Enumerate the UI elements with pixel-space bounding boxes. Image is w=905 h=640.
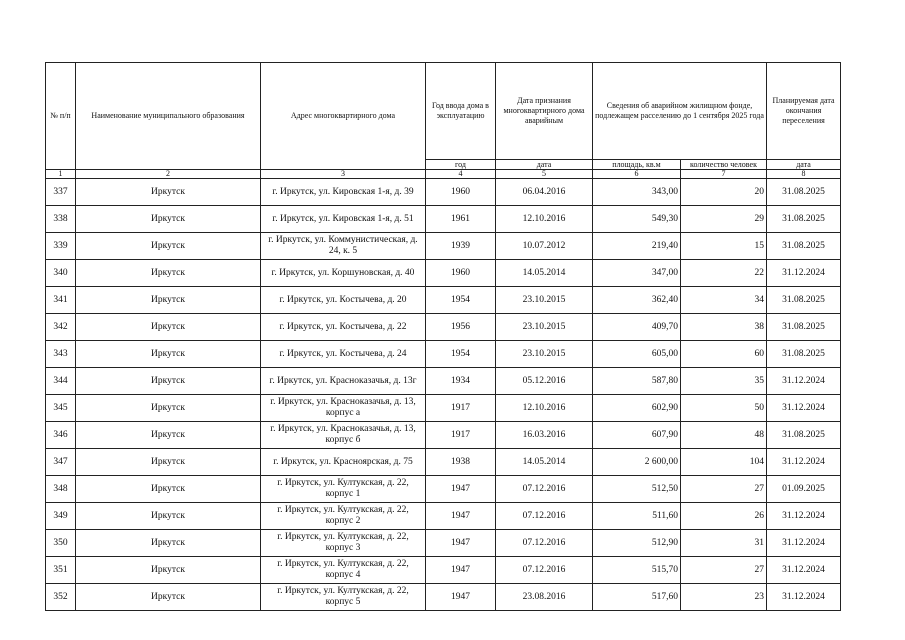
row-number: 342 xyxy=(46,314,76,341)
year-cell: 1947 xyxy=(426,503,496,530)
table-row xyxy=(46,476,841,503)
planned-end-date-cell: 31.08.2025 xyxy=(767,422,841,449)
row-number: 343 xyxy=(46,341,76,368)
planned-end-date-cell: 31.08.2025 xyxy=(767,314,841,341)
address-cell: г. Иркутск, ул. Култукская, д. 22, корпус 2 xyxy=(261,503,426,530)
column-numbers-row xyxy=(46,170,841,179)
people-count-cell: 38 xyxy=(681,314,767,341)
unit-planned: дата xyxy=(767,160,841,170)
address-cell: г. Иркутск, ул. Костычева, д. 22 xyxy=(261,314,426,341)
municipality-cell: Иркутск xyxy=(76,206,261,233)
year-cell: 1956 xyxy=(426,314,496,341)
table-row xyxy=(46,557,841,584)
year-cell: 1917 xyxy=(426,395,496,422)
address-cell: г. Иркутск, ул. Коммунистическая, д. 24, к. 5 xyxy=(261,233,426,260)
table-row xyxy=(46,530,841,557)
table-row xyxy=(46,395,841,422)
header-municipality: Наименование муниципального образования xyxy=(76,63,261,170)
row-number: 340 xyxy=(46,260,76,287)
year-cell: 1954 xyxy=(426,341,496,368)
year-cell: 1947 xyxy=(426,530,496,557)
address-cell: г. Иркутск, ул. Култукская, д. 22, корпус 1 xyxy=(261,476,426,503)
people-count-cell: 104 xyxy=(681,449,767,476)
emergency-date-cell: 23.10.2015 xyxy=(496,287,593,314)
row-number: 338 xyxy=(46,206,76,233)
header-date: Дата признания многоквартирного дома аварийным xyxy=(496,63,593,160)
row-number: 337 xyxy=(46,179,76,206)
unit-date: дата xyxy=(496,160,593,170)
people-count-cell: 23 xyxy=(681,584,767,611)
column-number: 6 xyxy=(593,170,681,179)
emergency-date-cell: 12.10.2016 xyxy=(496,206,593,233)
emergency-date-cell: 16.03.2016 xyxy=(496,422,593,449)
row-number: 350 xyxy=(46,530,76,557)
year-cell: 1947 xyxy=(426,557,496,584)
emergency-date-cell: 23.10.2015 xyxy=(496,341,593,368)
area-cell: 512,50 xyxy=(593,476,681,503)
year-cell: 1947 xyxy=(426,476,496,503)
address-cell: г. Иркутск, ул. Красноярская, д. 75 xyxy=(261,449,426,476)
municipality-cell: Иркутск xyxy=(76,368,261,395)
emergency-date-cell: 23.08.2016 xyxy=(496,584,593,611)
column-number: 5 xyxy=(496,170,593,179)
header-address: Адрес многоквартирного дома xyxy=(261,63,426,170)
table-row xyxy=(46,449,841,476)
area-cell: 549,30 xyxy=(593,206,681,233)
planned-end-date-cell: 31.12.2024 xyxy=(767,530,841,557)
planned-end-date-cell: 31.08.2025 xyxy=(767,206,841,233)
header-no: № п/п xyxy=(46,63,76,170)
row-number: 341 xyxy=(46,287,76,314)
address-cell: г. Иркутск, ул. Кировская 1-я, д. 39 xyxy=(261,179,426,206)
area-cell: 605,00 xyxy=(593,341,681,368)
address-cell: г. Иркутск, ул. Кировская 1-я, д. 51 xyxy=(261,206,426,233)
planned-end-date-cell: 31.08.2025 xyxy=(767,287,841,314)
emergency-date-cell: 12.10.2016 xyxy=(496,395,593,422)
emergency-date-cell: 14.05.2014 xyxy=(496,260,593,287)
row-number: 351 xyxy=(46,557,76,584)
resettlement-table xyxy=(45,62,841,611)
emergency-date-cell: 06.04.2016 xyxy=(496,179,593,206)
area-cell: 511,60 xyxy=(593,503,681,530)
header-info: Сведения об аварийном жилищном фонде, подлежащем расселению до 1 сентября 2025 года xyxy=(593,63,767,160)
year-cell: 1960 xyxy=(426,179,496,206)
emergency-date-cell: 23.10.2015 xyxy=(496,314,593,341)
column-number: 3 xyxy=(261,170,426,179)
area-cell: 602,90 xyxy=(593,395,681,422)
emergency-date-cell: 07.12.2016 xyxy=(496,476,593,503)
table-row xyxy=(46,341,841,368)
municipality-cell: Иркутск xyxy=(76,179,261,206)
address-cell: г. Иркутск, ул. Костычева, д. 24 xyxy=(261,341,426,368)
table-row xyxy=(46,260,841,287)
people-count-cell: 20 xyxy=(681,179,767,206)
year-cell: 1917 xyxy=(426,422,496,449)
row-number: 348 xyxy=(46,476,76,503)
emergency-date-cell: 05.12.2016 xyxy=(496,368,593,395)
people-count-cell: 15 xyxy=(681,233,767,260)
people-count-cell: 27 xyxy=(681,557,767,584)
municipality-cell: Иркутск xyxy=(76,584,261,611)
address-cell: г. Иркутск, ул. Култукская, д. 22, корпус 5 xyxy=(261,584,426,611)
address-cell: г. Иркутск, ул. Красноказачья, д. 13, корпус а xyxy=(261,395,426,422)
unit-people: количество человек xyxy=(681,160,767,170)
table-row xyxy=(46,179,841,206)
municipality-cell: Иркутск xyxy=(76,530,261,557)
row-number: 346 xyxy=(46,422,76,449)
planned-end-date-cell: 31.12.2024 xyxy=(767,557,841,584)
people-count-cell: 31 xyxy=(681,530,767,557)
area-cell: 219,40 xyxy=(593,233,681,260)
column-number: 1 xyxy=(46,170,76,179)
area-cell: 362,40 xyxy=(593,287,681,314)
people-count-cell: 27 xyxy=(681,476,767,503)
year-cell: 1947 xyxy=(426,584,496,611)
column-number: 4 xyxy=(426,170,496,179)
row-number: 347 xyxy=(46,449,76,476)
address-cell: г. Иркутск, ул. Култукская, д. 22, корпус 3 xyxy=(261,530,426,557)
emergency-date-cell: 07.12.2016 xyxy=(496,557,593,584)
row-number: 352 xyxy=(46,584,76,611)
emergency-date-cell: 07.12.2016 xyxy=(496,503,593,530)
area-cell: 409,70 xyxy=(593,314,681,341)
planned-end-date-cell: 31.12.2024 xyxy=(767,368,841,395)
area-cell: 343,00 xyxy=(593,179,681,206)
municipality-cell: Иркутск xyxy=(76,314,261,341)
planned-end-date-cell: 31.08.2025 xyxy=(767,179,841,206)
area-cell: 515,70 xyxy=(593,557,681,584)
column-number: 8 xyxy=(767,170,841,179)
year-cell: 1954 xyxy=(426,287,496,314)
row-number: 344 xyxy=(46,368,76,395)
area-cell: 347,00 xyxy=(593,260,681,287)
people-count-cell: 29 xyxy=(681,206,767,233)
people-count-cell: 60 xyxy=(681,341,767,368)
area-cell: 587,80 xyxy=(593,368,681,395)
table-row xyxy=(46,314,841,341)
year-cell: 1939 xyxy=(426,233,496,260)
planned-end-date-cell: 31.12.2024 xyxy=(767,503,841,530)
row-number: 339 xyxy=(46,233,76,260)
table-row xyxy=(46,584,841,611)
table-row xyxy=(46,503,841,530)
planned-end-date-cell: 31.12.2024 xyxy=(767,395,841,422)
municipality-cell: Иркутск xyxy=(76,341,261,368)
resettlement-table-page xyxy=(45,62,840,611)
people-count-cell: 50 xyxy=(681,395,767,422)
municipality-cell: Иркутск xyxy=(76,503,261,530)
area-cell: 607,90 xyxy=(593,422,681,449)
address-cell: г. Иркутск, ул. Култукская, д. 22, корпус 4 xyxy=(261,557,426,584)
year-cell: 1934 xyxy=(426,368,496,395)
column-number: 7 xyxy=(681,170,767,179)
planned-end-date-cell: 01.09.2025 xyxy=(767,476,841,503)
people-count-cell: 35 xyxy=(681,368,767,395)
municipality-cell: Иркутск xyxy=(76,233,261,260)
year-cell: 1938 xyxy=(426,449,496,476)
municipality-cell: Иркутск xyxy=(76,476,261,503)
municipality-cell: Иркутск xyxy=(76,422,261,449)
address-cell: г. Иркутск, ул. Красноказачья, д. 13, корпус б xyxy=(261,422,426,449)
planned-end-date-cell: 31.12.2024 xyxy=(767,584,841,611)
area-cell: 512,90 xyxy=(593,530,681,557)
table-row xyxy=(46,287,841,314)
municipality-cell: Иркутск xyxy=(76,557,261,584)
year-cell: 1961 xyxy=(426,206,496,233)
table-row xyxy=(46,233,841,260)
address-cell: г. Иркутск, ул. Коршуновская, д. 40 xyxy=(261,260,426,287)
table-row xyxy=(46,368,841,395)
row-number: 345 xyxy=(46,395,76,422)
header-row xyxy=(46,63,841,160)
emergency-date-cell: 10.07.2012 xyxy=(496,233,593,260)
unit-area: площадь, кв.м xyxy=(593,160,681,170)
municipality-cell: Иркутск xyxy=(76,287,261,314)
planned-end-date-cell: 31.08.2025 xyxy=(767,233,841,260)
row-number: 349 xyxy=(46,503,76,530)
municipality-cell: Иркутск xyxy=(76,260,261,287)
header-year: Год ввода дома в эксплуатацию xyxy=(426,63,496,160)
unit-year: год xyxy=(426,160,496,170)
municipality-cell: Иркутск xyxy=(76,449,261,476)
address-cell: г. Иркутск, ул. Костычева, д. 20 xyxy=(261,287,426,314)
people-count-cell: 26 xyxy=(681,503,767,530)
area-cell: 2 600,00 xyxy=(593,449,681,476)
address-cell: г. Иркутск, ул. Красноказачья, д. 13г xyxy=(261,368,426,395)
planned-end-date-cell: 31.12.2024 xyxy=(767,260,841,287)
emergency-date-cell: 14.05.2014 xyxy=(496,449,593,476)
emergency-date-cell: 07.12.2016 xyxy=(496,530,593,557)
year-cell: 1960 xyxy=(426,260,496,287)
header-planned: Планируемая дата окончания переселения xyxy=(767,63,841,160)
table-body xyxy=(46,179,841,611)
area-cell: 517,60 xyxy=(593,584,681,611)
municipality-cell: Иркутск xyxy=(76,395,261,422)
planned-end-date-cell: 31.12.2024 xyxy=(767,449,841,476)
planned-end-date-cell: 31.08.2025 xyxy=(767,341,841,368)
people-count-cell: 34 xyxy=(681,287,767,314)
people-count-cell: 22 xyxy=(681,260,767,287)
table-row xyxy=(46,422,841,449)
people-count-cell: 48 xyxy=(681,422,767,449)
column-number: 2 xyxy=(76,170,261,179)
table-row xyxy=(46,206,841,233)
